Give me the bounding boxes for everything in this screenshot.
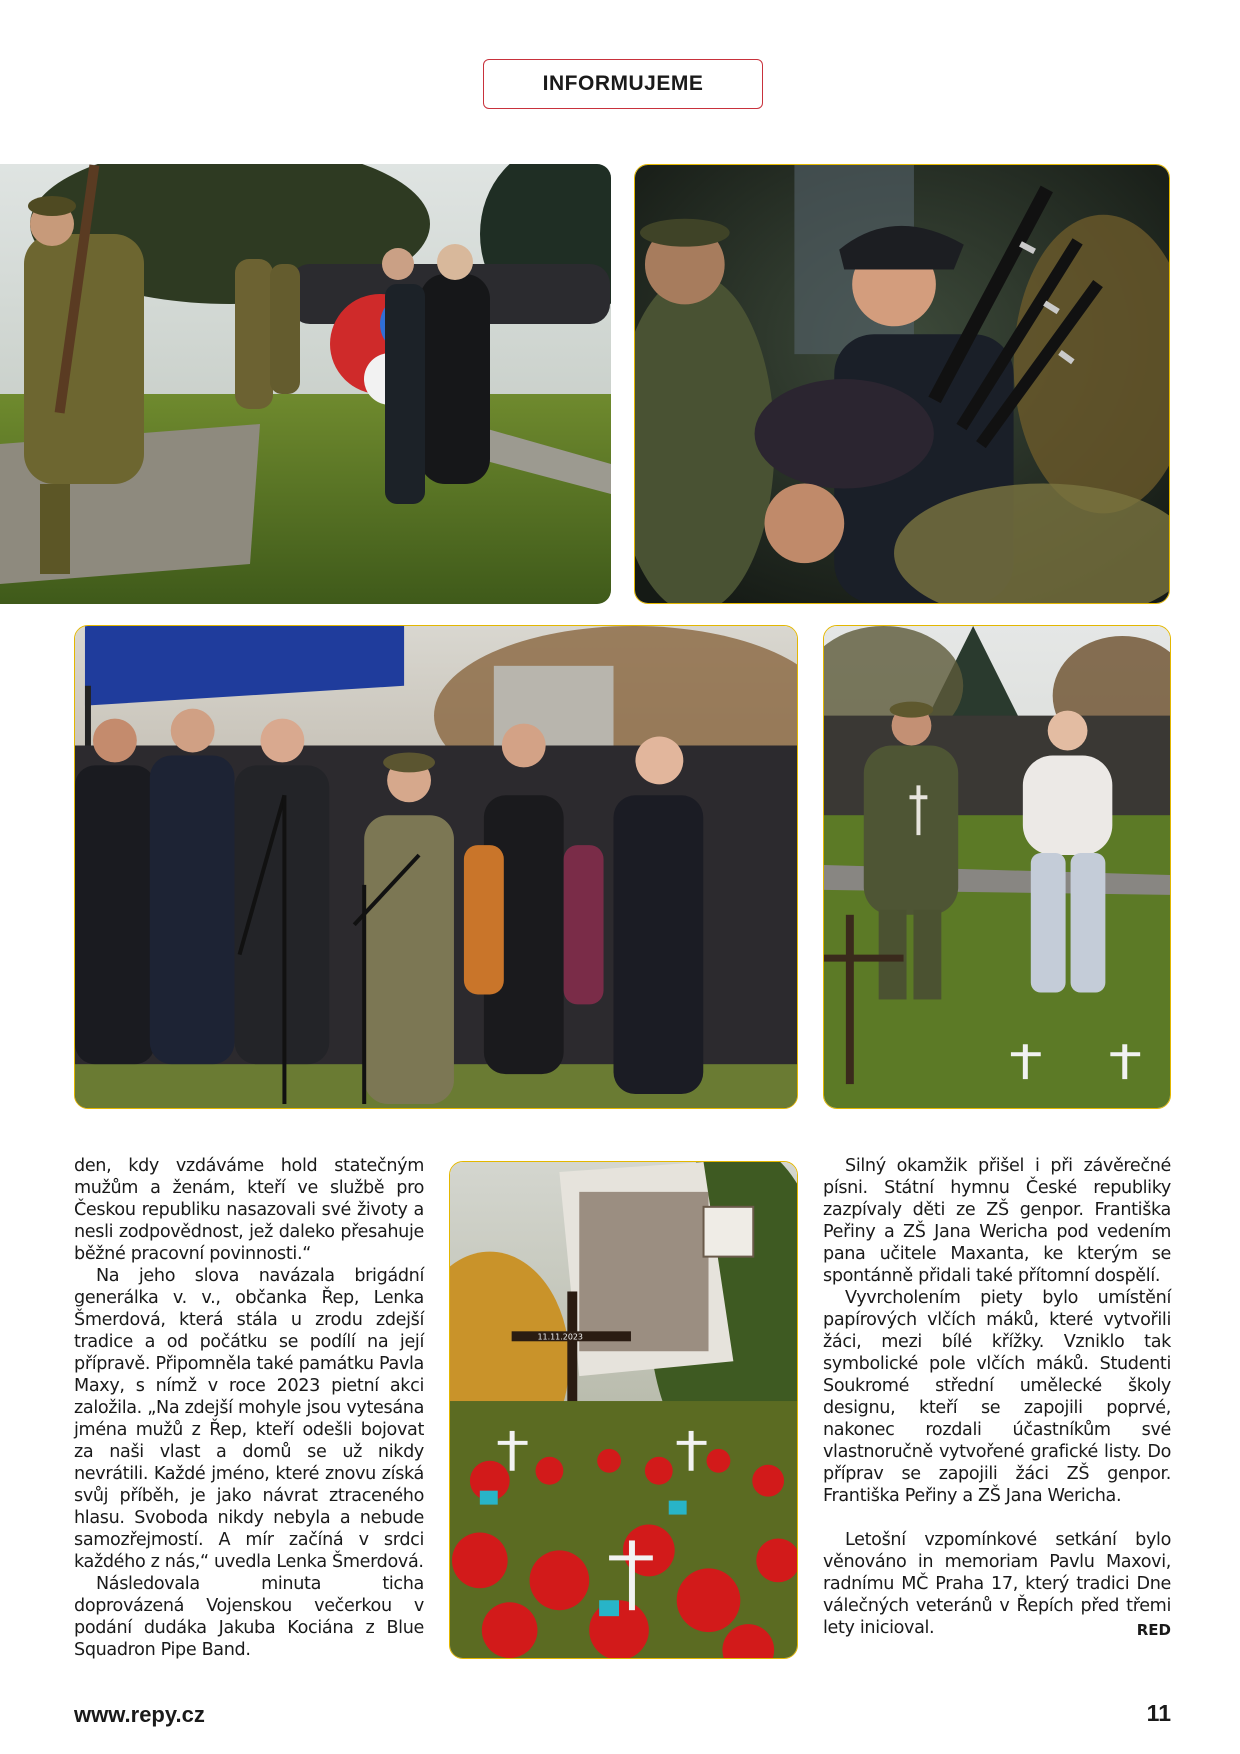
date-sign-text: 11.11.2023 — [537, 1332, 584, 1342]
photo-poppy-field — [449, 1161, 798, 1659]
photo-wreath-laying — [0, 164, 611, 604]
article-paragraph: Vyvrcholením piety bylo umístění papírových vlčích máků, které vytvořili žáci, mezi bílé křížky. Vzniklo tak symbolické pole vlčích máků. Studenti Soukromé střední umělecké školy designu, kteří se zapojili poprvé, nakonec rozdali účastníkům své vlastnoručně vytvořené grafické listy. Do příprav se zapojili žáci ZŠ genpor. Františka Peřiny a ZŠ Jana Wericha. — [823, 1288, 1171, 1506]
article-paragraph: Silný okamžik přišel i při závěrečné písni. Státní hymnu České republiky zazpívaly děti ze ZŠ genpor. Františka Peřiny a ZŠ Jana Wericha pod vedením pana učitele Maxanta, ke kterým se spontánně přidali také přítomní dospělí. — [823, 1156, 1171, 1286]
article-paragraph: Následovala minuta ticha doprovázená Vojenskou večerkou v podání dudáka Jakuba Kociána z Blue Squadron Pipe Band. — [74, 1574, 424, 1660]
article-column-left — [74, 1155, 424, 1661]
article-column-right — [823, 1155, 1171, 1641]
photo-bagpiper — [634, 164, 1170, 604]
article-paragraph-text: Letošní vzpomínkové setkání bylo věnováno in memoriam Pavlu Maxovi, radnímu MČ Praha 17, který tradici Dne válečných veteránů v Řepích před třemi lety inicioval. — [823, 1530, 1171, 1638]
article-paragraph: den, kdy vzdáváme hold statečným mužům a ženám, kteří ve službě pro Českou republiku nasazovali své životy a nesli zodpovědnost, jež daleko přesahuje běžné pracovní povinnosti.“ — [74, 1156, 424, 1264]
photo-soldier-and-girl — [823, 625, 1171, 1109]
photo-speakers — [74, 625, 798, 1109]
article-paragraph — [823, 1529, 1171, 1639]
footer-url[interactable]: www.repy.cz — [74, 1702, 205, 1727]
page-number: 11 — [1146, 1700, 1171, 1726]
author-signature: RED — [1136, 1621, 1171, 1639]
section-label: INFORMUJEME — [483, 59, 763, 109]
article-paragraph: Na jeho slova navázala brigádní generálka v. v., občanka Řep, Lenka Šmerdová, která stála u zrodu zdejší tradice a od počátku se podílí na její přípravě. Připomněla také památku Pavla Maxy, s nímž v roce 2023 pietní akci založila. „Na zdejší mohyle jsou vytesána jména mužů z Řep, kteří odešli bojovat za naši vlast a domů se už nikdy nevrátili. Každé jméno, které znovu získá svůj příběh, je jako návrat ztraceného hlasu. Svoboda nikdy nebyla a nebude samozřejmostí. A mír začíná v srdci každého z nás,“ uvedla Lenka Šmerdová. — [74, 1266, 424, 1572]
